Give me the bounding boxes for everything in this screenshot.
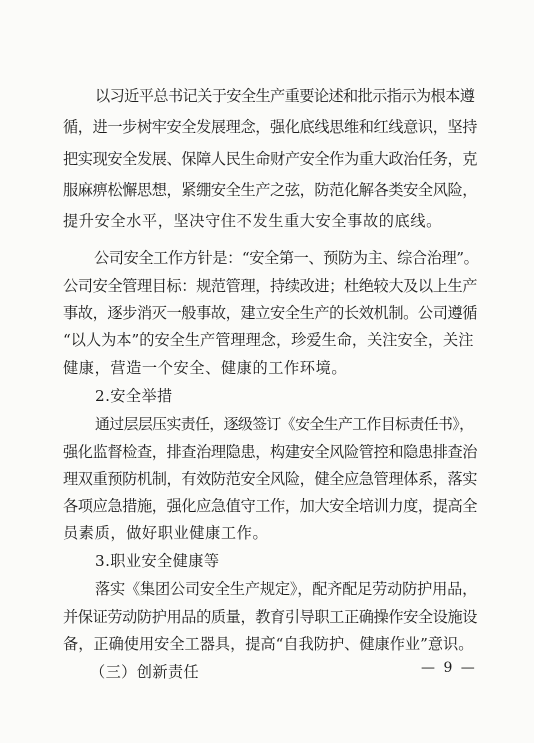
page-number: — 9 — (421, 660, 477, 676)
paragraph-1-line-2: 循，进一步树牢安全发展理念，强化底线思维和红线意识，坚持 (63, 118, 478, 136)
paragraph-1-line-4: 服麻痹松懈思想，紧绷安全生产之弦，防范化解各类安全风险， (63, 181, 478, 199)
paragraph-1-line-5: 提升安全水平，坚决守住不发生重大安全事故的底线。 (63, 212, 442, 230)
paragraph-2-line-2: 公司安全管理目标：规范管理，持续改进；杜绝较大及以上生产 (63, 277, 478, 295)
paragraph-3-line-2: 强化监督检查，排查治理隐患，构建安全风险管控和隐患排查治 (63, 443, 478, 461)
section-heading-3: 3.职业安全健康等 (95, 552, 220, 570)
paragraph-3-line-4: 各项应急措施，强化应急值守工作，加大安全培训力度，提高全 (63, 497, 478, 515)
paragraph-2-line-5: 健康，营造一个安全、健康的工作环境。 (63, 359, 348, 377)
paragraph-3-line-3: 理双重预防机制，有效防范安全风险，健全应急管理体系，落实 (63, 470, 478, 488)
paragraph-1-line-3: 把实现安全发展、保障人民生命财产安全作为重大政治任务，克 (63, 150, 478, 168)
paragraph-1-line-1: 以习近平总书记关于安全生产重要论述和批示指示为根本遵 (95, 87, 475, 105)
paragraph-3-line-5: 员素质，做好职业健康工作。 (63, 524, 269, 542)
paragraph-4-line-2: 并保证劳动防护用品的质量，教育引导职工正确操作安全设施设 (63, 608, 478, 626)
paragraph-2-line-1: 公司安全工作方针是：“安全第一、预防为主、综合治理”。 (94, 249, 479, 267)
paragraph-2-line-3: 事故，逐步消灭一般事故，建立安全生产的长效机制。公司遵循 (63, 304, 478, 322)
paragraph-4-line-3: 备，正确使用安全工器具，提高“自我防护、健康作业”意识。 (63, 635, 474, 653)
section-heading-2: 2.安全举措 (95, 387, 173, 405)
section-heading-4: （三）创新责任 (90, 663, 200, 681)
paragraph-4-line-1: 落实《集团公司安全生产规定》，配齐配足劳动防护用品， (95, 580, 478, 598)
paragraph-3-line-1: 通过层层压实责任，逐级签订《安全生产工作目标责任书》， (95, 415, 474, 433)
paragraph-2-line-4: “以人为本”的安全生产管理理念，珍爱生命，关注安全，关注 (63, 331, 474, 349)
